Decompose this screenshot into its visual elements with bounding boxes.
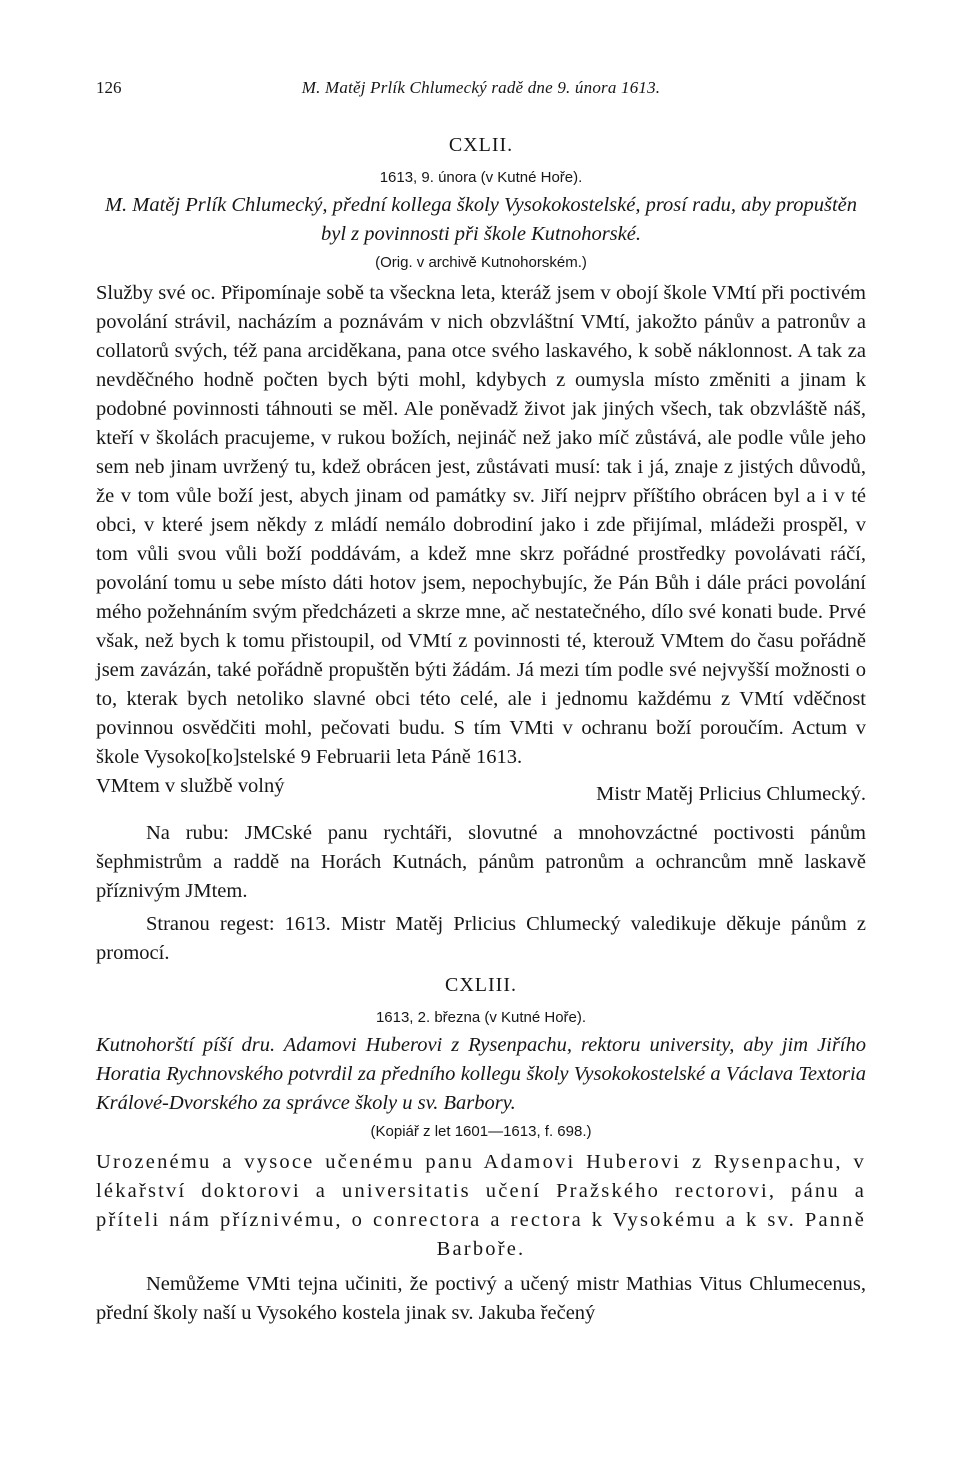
running-title: M. Matěj Prlík Chlumecký radě dne 9. února 1613. [301,78,661,97]
letter-closing [96,772,866,805]
document-cxlii [96,134,866,968]
dorse-paragraph: Na rubu: JMCské panu rychtáři, slovutné a mnohovzáctné poctivosti pánům šephmistrům a raddě na Horách Kutnách, pánům patronům a ochrancům mně laskavě příznivým JMtem. [96,822,866,902]
document-heading: Kutnohorští píší dru. Adamovi Huberovi z Rysenpachu, rektoru university, aby jim Jiřího Horatia Rychnovského potvrdil za předního kollegu školy Vysokokostelské a Václava Textoria Králové-Dvorského za správce školy u sv. Barbory. [96,1034,866,1114]
letter-paragraph: Služby své oc. Připomínaje sobě ta všeckna leta, kteráž jsem v obojí škole VMtí při poctivém povolání strávil, nacházím a poznávám v nich obzvláštní VMtí, jakožto pánův a patronův a collatorů svých, též pana arciděkana, pana otce svého laskavého, k sobě náklonnost. A tak za nevděčného hodně počten bych býti mohl, kdybych z oumysla místo změniti a jinam k podobné povinnosti táhnouti se měl. Ale poněvadž život jak jiných všech, tak obzvláště náš, kteří v školách pracujeme, v rukou božích, nejináč než jako míč zůstává, ale podle vůle jeho sem neb jinam uvržený tu, kdež obrácen jest, zůstávati musí: tak i já, znaje z jistých důvodů, že v tom vůle boží jest, abych jinam od památky sv. Jiří nejprv příštího obrácen byl a i v té obci, v které jsem někdy z mládí nemálo dobrodiní jako i zde přijímal, mládeži prospěl, v tom vůli svou vůli boží poddávám, a kdež mne skrz pořádné prostředky povolávati ráčí, povolání tomu u sebe místo dáti hotov jsem, nepochybujíc, že Pán Bůh i dále práci povolání mého požehnáním svým předcházeti a skrze mne, ač nestatečného, dílo své konati bude. Prvé však, než bych k tomu přistoupil, od VMtí z povinnosti té, kterouž VMtem do času pořádně jsem zavázán, také pořádně propuštěn býti žádám. Já mezi tím podle své nejvyšší možnosti o to, kterak bych netoliko slavné obci této celé, ale i jednomu každému z VMtí vděčnost povinnou osvědčiti mohl, pečovati budu. S tím VMti v ochranu boží poroučím. Actum v škole Vysoko[ko]stelské 9 Februarii leta Páně 1613. [96,282,866,768]
closing-formula: VMtem v službě volný [96,775,285,797]
regest-paragraph: Stranou regest: 1613. Mistr Matěj Prlicius Chlumecký valedikuje děkuje pánům z promocí. [96,913,866,964]
document-heading: M. Matěj Prlík Chlumecký, přední kollega školy Vysokokostelské, prosí radu, aby propuštěn byl z povinnosti při škole Kutnohorské. [104,194,858,245]
document-number: CXLII. [448,134,514,156]
signature: Mistr Matěj Prlicius Chlumecký. [596,783,866,805]
dorse-note [96,819,866,906]
document-dateline: 1613, 9. února (v Kutné Hoře). [379,169,583,186]
page-content [96,134,866,1328]
page-header [96,78,866,104]
letter-paragraph: Nemůžeme VMti tejna učiniti, že poctivý a učený mistr Mathias Vitus Chlumecenus, přední školy naší u Vysokého kostela jinak sv. Jakuba řečený [96,1273,866,1324]
letter-body [96,1270,866,1328]
document-cxliii [96,974,866,1328]
document-source: (Kopiář z let 1601—1613, f. 698.) [370,1123,592,1140]
document-dateline: 1613, 2. března (v Kutné Hoře). [375,1009,587,1026]
document-number: CXLIII. [445,974,517,996]
letter-body [96,279,866,772]
regest-note [96,910,866,968]
page-number: 126 [96,78,122,97]
document-source: (Orig. v archivě Kutnohorském.) [375,254,587,271]
letter-address: Urozenému a vysoce učenému panu Adamovi Huberovi z Rysenpachu, v lékařství doktorovi a universitatis učení Pražského rectorovi, pánu a příteli nám příznivému, o conrectora a rectora k Vysokému a k sv. Panně Barboře. [96,1151,866,1260]
